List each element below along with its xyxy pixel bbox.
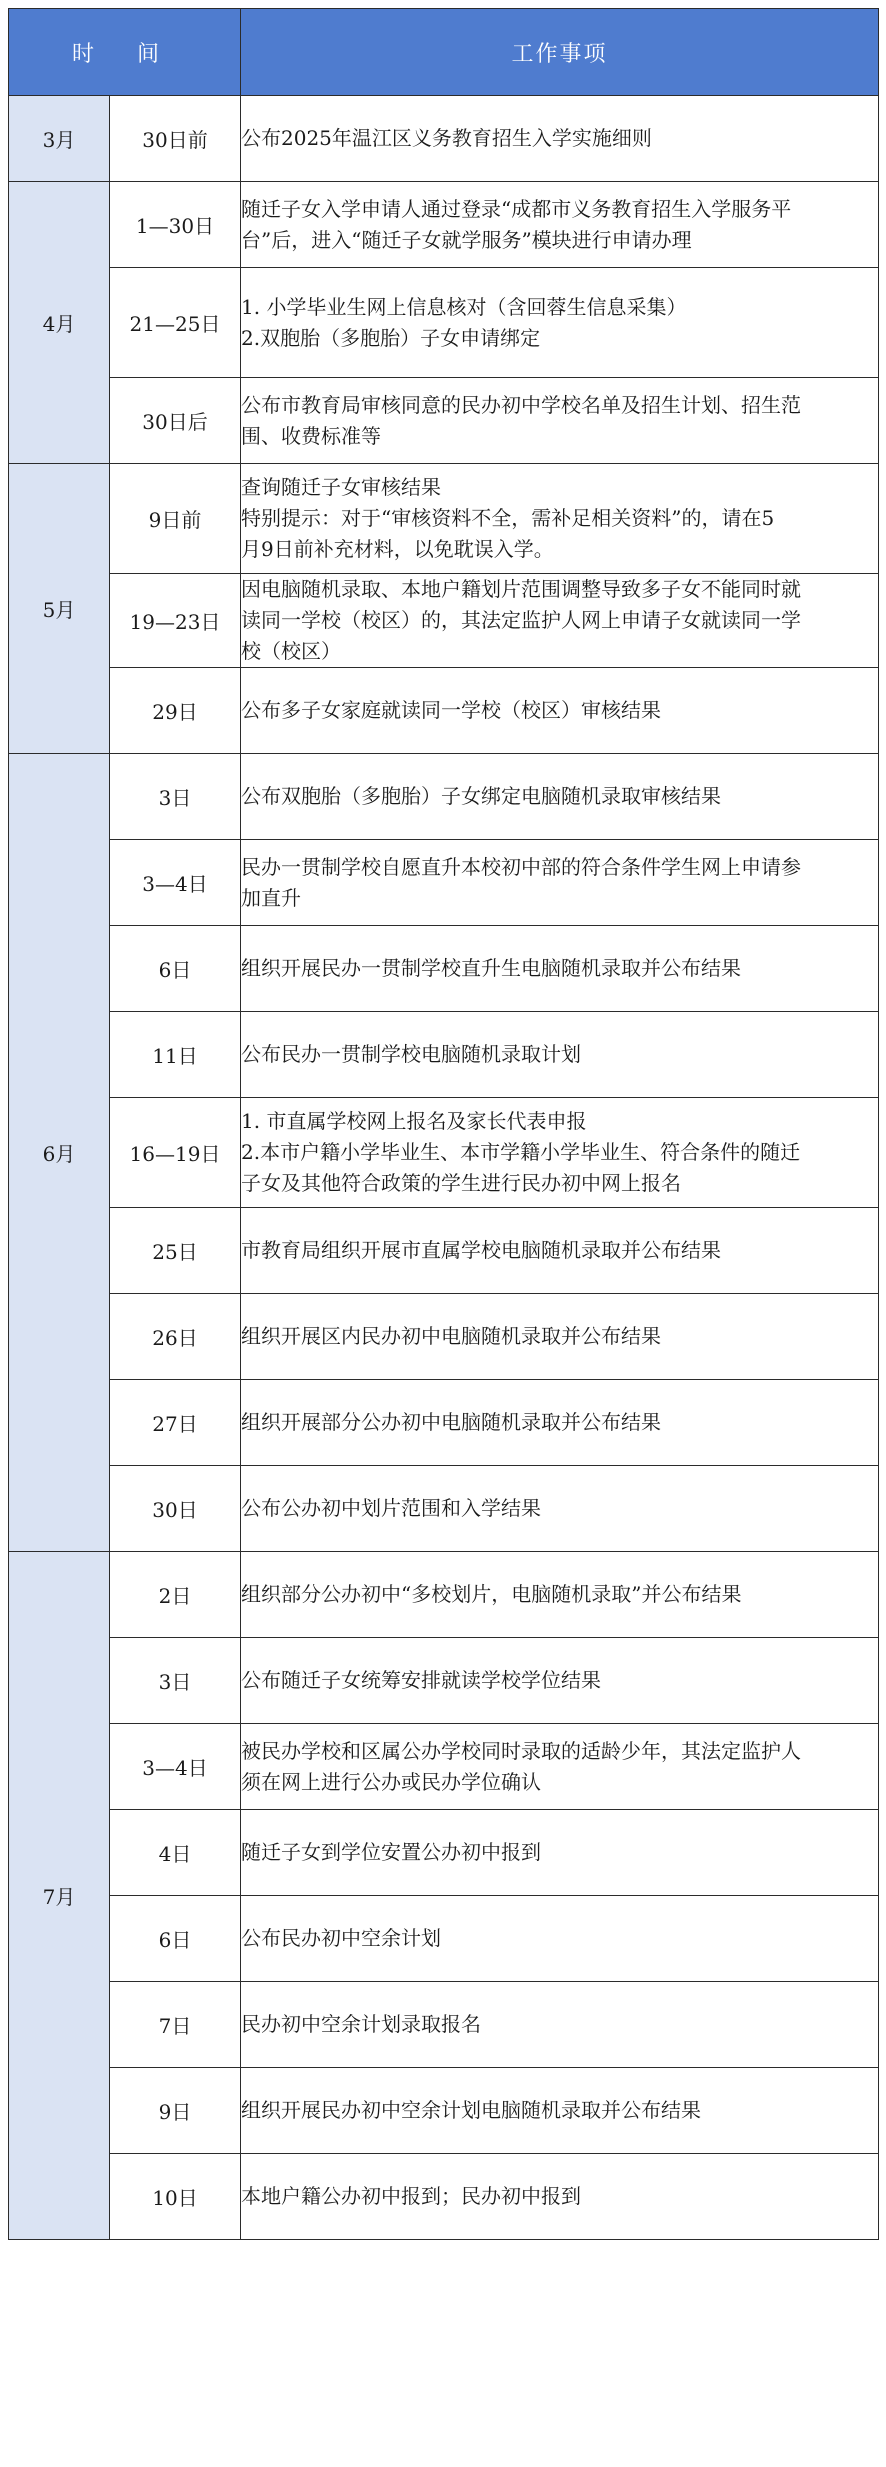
- date-cell: 3日: [110, 754, 241, 840]
- schedule-row: [9, 926, 879, 1012]
- event-cell: [241, 96, 879, 182]
- schedule-row: [9, 464, 879, 574]
- event-line: 2.双胞胎（多胞胎）子女申请绑定: [241, 325, 541, 350]
- event-line: 2.本市户籍小学毕业生、本市学籍小学毕业生、符合条件的随迁: [241, 1140, 801, 1164]
- date-cell: 21—25日: [110, 268, 241, 378]
- event-cell: [241, 926, 879, 1012]
- event-cell: [241, 840, 879, 926]
- event-cell: [241, 464, 879, 574]
- date-cell: 3—4日: [110, 840, 241, 926]
- schedule-row: [9, 1208, 879, 1294]
- event-cell: [241, 1012, 879, 1098]
- schedule-row: [9, 182, 879, 268]
- event-line: 组织部分公办初中“多校划片，电脑随机录取”并公布结果: [241, 1582, 742, 1606]
- event-line: 公布公办初中划片范围和入学结果: [241, 1496, 541, 1520]
- event-line: 特别提示：对于“审核资料不全，需补足相关资料”的，请在5: [241, 506, 775, 530]
- event-cell: [241, 1208, 879, 1294]
- event-line: 围、收费标准等: [241, 423, 381, 448]
- date-cell: 26日: [110, 1294, 241, 1380]
- header-time: 时 间: [9, 9, 241, 96]
- schedule-row: [9, 1638, 879, 1724]
- header-matters: 工作事项: [241, 9, 879, 96]
- event-line: 组织开展民办初中空余计划电脑随机录取并公布结果: [241, 2098, 701, 2122]
- schedule-row: [9, 1098, 879, 1208]
- schedule-row: [9, 378, 879, 464]
- schedule-row: [9, 840, 879, 926]
- date-cell: 3—4日: [110, 1724, 241, 1810]
- event-cell: [241, 1466, 879, 1552]
- event-cell: [241, 1098, 879, 1208]
- date-cell: 27日: [110, 1380, 241, 1466]
- event-cell: [241, 1810, 879, 1896]
- schedule-table: [8, 8, 879, 2240]
- date-cell: 19—23日: [110, 574, 241, 668]
- date-cell: 10日: [110, 2154, 241, 2240]
- event-cell: [241, 1552, 879, 1638]
- event-cell: [241, 574, 879, 668]
- event-cell: [241, 182, 879, 268]
- date-cell: 29日: [110, 668, 241, 754]
- event-line: 查询随迁子女审核结果: [241, 475, 441, 499]
- date-cell: 9日前: [110, 464, 241, 574]
- event-line: 公布市教育局审核同意的民办初中学校名单及招生计划、招生范: [241, 392, 801, 417]
- event-cell: [241, 2068, 879, 2154]
- event-line: 公布民办一贯制学校电脑随机录取计划: [241, 1042, 581, 1066]
- event-line: 公布民办初中空余计划: [241, 1926, 441, 1950]
- event-line: 月9日前补充材料，以免耽误入学。: [241, 537, 554, 561]
- event-line: 随迁子女入学申请人通过登录“成都市义务教育招生入学服务平: [241, 196, 792, 221]
- date-cell: 1—30日: [110, 182, 241, 268]
- header-row: [9, 9, 879, 96]
- event-cell: [241, 1724, 879, 1810]
- date-cell: 9日: [110, 2068, 241, 2154]
- date-cell: 11日: [110, 1012, 241, 1098]
- event-line: 公布2025年温江区义务教育招生入学实施细则: [241, 126, 652, 150]
- event-line: 公布多子女家庭就读同一学校（校区）审核结果: [241, 698, 661, 722]
- event-line: 公布双胞胎（多胞胎）子女绑定电脑随机录取审核结果: [241, 784, 721, 808]
- date-cell: 6日: [110, 1896, 241, 1982]
- schedule-row: [9, 668, 879, 754]
- event-line: 组织开展部分公办初中电脑随机录取并公布结果: [241, 1410, 661, 1434]
- event-cell: [241, 754, 879, 840]
- event-line: 民办一贯制学校自愿直升本校初中部的符合条件学生网上申请参: [241, 854, 801, 879]
- event-line: 子女及其他符合政策的学生进行民办初中网上报名: [241, 1171, 681, 1195]
- schedule-row: [9, 268, 879, 378]
- schedule-row: [9, 1552, 879, 1638]
- date-cell: 16—19日: [110, 1098, 241, 1208]
- event-line: 公布随迁子女统筹安排就读学校学位结果: [241, 1668, 601, 1692]
- date-cell: 2日: [110, 1552, 241, 1638]
- event-line: 民办初中空余计划录取报名: [241, 2012, 481, 2036]
- schedule-row: [9, 1012, 879, 1098]
- event-line: 1. 市直属学校网上报名及家长代表申报: [241, 1109, 587, 1133]
- event-line: 因电脑随机录取、本地户籍划片范围调整导致多子女不能同时就: [241, 577, 801, 601]
- event-cell: [241, 378, 879, 464]
- event-line: 校（校区）: [241, 639, 341, 663]
- event-cell: [241, 668, 879, 754]
- schedule-row: [9, 1810, 879, 1896]
- date-cell: 7日: [110, 1982, 241, 2068]
- date-cell: 3日: [110, 1638, 241, 1724]
- schedule-row: [9, 2068, 879, 2154]
- schedule-row: [9, 96, 879, 182]
- event-line: 读同一学校（校区）的，其法定监护人网上申请子女就读同一学: [241, 608, 801, 632]
- event-cell: [241, 1896, 879, 1982]
- date-cell: 25日: [110, 1208, 241, 1294]
- schedule-row: [9, 1294, 879, 1380]
- event-cell: [241, 1380, 879, 1466]
- date-cell: 4日: [110, 1810, 241, 1896]
- event-line: 随迁子女到学位安置公办初中报到: [241, 1840, 541, 1864]
- month-cell: 4月: [9, 182, 110, 464]
- schedule-row: [9, 1896, 879, 1982]
- schedule-row: [9, 754, 879, 840]
- month-cell: 6月: [9, 754, 110, 1552]
- month-cell: 5月: [9, 464, 110, 754]
- date-cell: 30日: [110, 1466, 241, 1552]
- event-line: 组织开展民办一贯制学校直升生电脑随机录取并公布结果: [241, 956, 741, 980]
- month-cell: 7月: [9, 1552, 110, 2240]
- event-cell: [241, 1638, 879, 1724]
- schedule-body: [9, 96, 879, 2240]
- event-line: 须在网上进行公办或民办学位确认: [241, 1769, 541, 1794]
- event-cell: [241, 2154, 879, 2240]
- event-line: 组织开展区内民办初中电脑随机录取并公布结果: [241, 1324, 661, 1348]
- schedule-row: [9, 1466, 879, 1552]
- schedule-row: [9, 2154, 879, 2240]
- event-line: 本地户籍公办初中报到；民办初中报到: [241, 2184, 581, 2208]
- event-line: 台”后，进入“随迁子女就学服务”模块进行申请办理: [241, 227, 692, 252]
- date-cell: 30日前: [110, 96, 241, 182]
- event-line: 1. 小学毕业生网上信息核对（含回蓉生信息采集）: [241, 294, 687, 319]
- date-cell: 30日后: [110, 378, 241, 464]
- event-line: 被民办学校和区属公办学校同时录取的适龄少年，其法定监护人: [241, 1738, 801, 1763]
- event-cell: [241, 1982, 879, 2068]
- schedule-row: [9, 1380, 879, 1466]
- event-line: 加直升: [241, 885, 301, 910]
- event-cell: [241, 1294, 879, 1380]
- event-cell: [241, 268, 879, 378]
- event-line: 市教育局组织开展市直属学校电脑随机录取并公布结果: [241, 1238, 721, 1262]
- schedule-row: [9, 1982, 879, 2068]
- schedule-row: [9, 574, 879, 668]
- month-cell: 3月: [9, 96, 110, 182]
- date-cell: 6日: [110, 926, 241, 1012]
- schedule-row: [9, 1724, 879, 1810]
